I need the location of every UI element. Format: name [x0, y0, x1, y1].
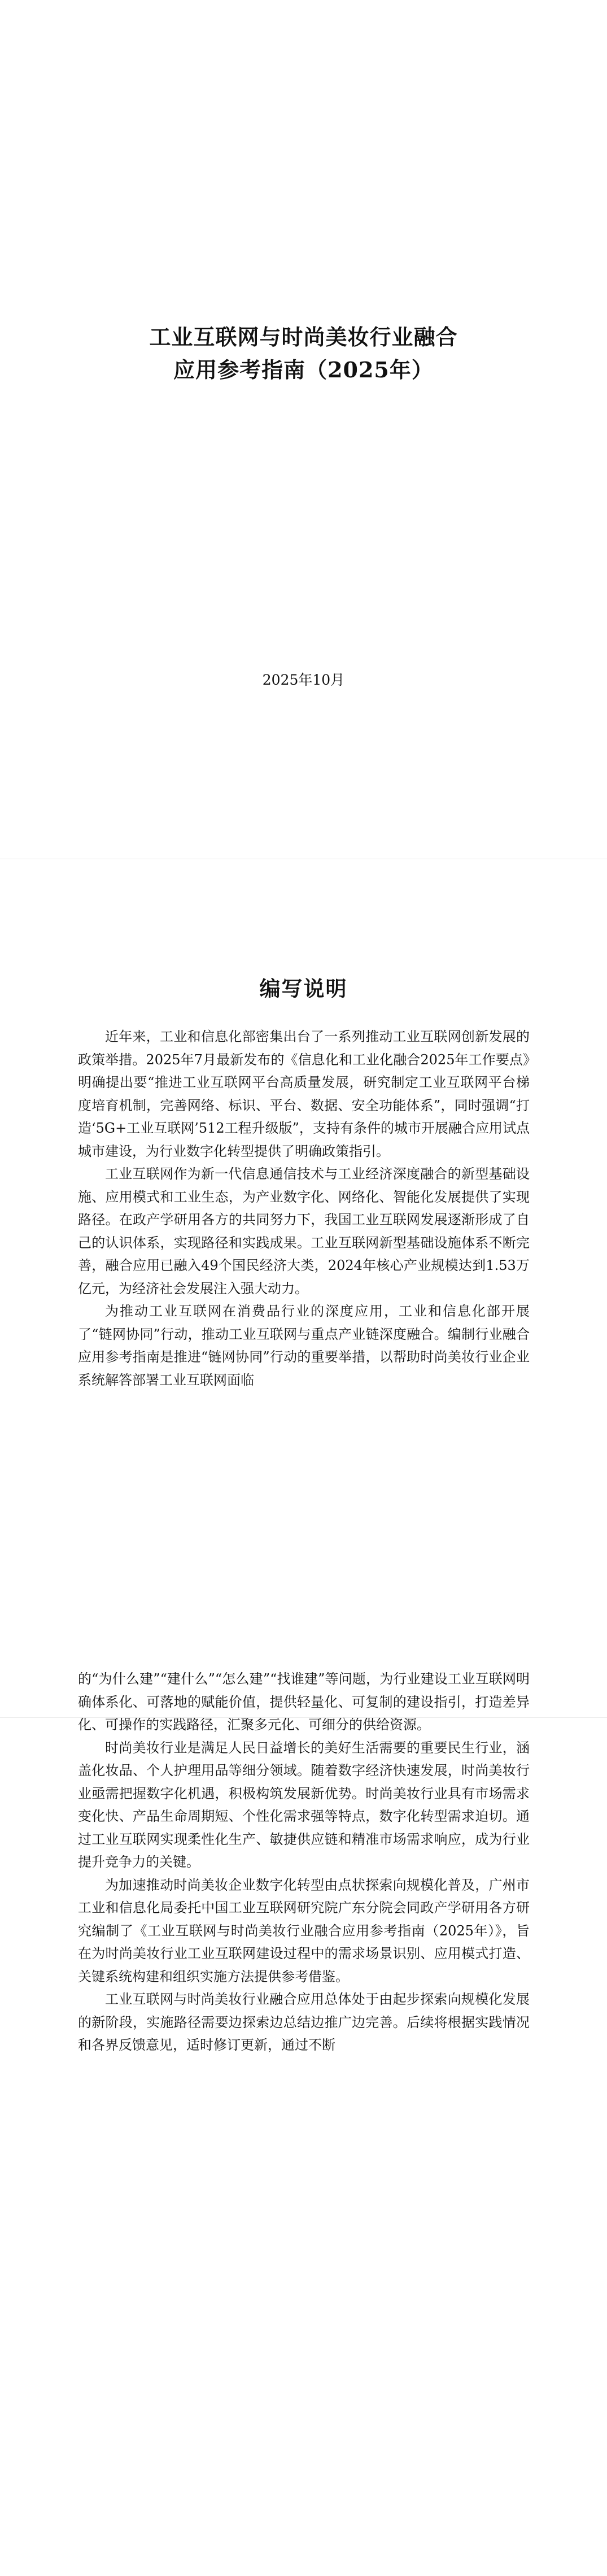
paragraph: 时尚美妆行业是满足人民日益增长的美好生活需要的重要民生行业，涵盖化妆品、个人护理用品等细分领域。随着数字经济快速发展，时尚美妆行业亟需把握数字化机遇，积极构筑发展新优势。时尚美妆行业具有市场需求变化快、产品生命周期短、个性化需求强等特点，数字化转型需求迫切。通过工业互联网实现柔性化生产、敏捷供应链和精准市场需求响应，成为行业提升竞争力的关键。: [78, 1739, 530, 1870]
paragraph: 近年来，工业和信息化部密集出台了一系列推动工业互联网创新发展的政策举措。2025年7月最新发布的《信息化和工业化融合2025年工作要点》明确提出要“推进工业互联网平台高质量发展，研究制定工业互联网平台梯度培育机制，完善网络、标识、平台、数据、安全功能体系”，同时强调“打造‘5G+工业互联网’512工程升级版”，支持有条件的城市开展融合应用试点城市建设，为行业数字化转型提供了明确政策指引。: [78, 1029, 530, 1159]
paragraph: 工业互联网与时尚美妆行业融合应用总体处于由起步探索向规模化发展的新阶段，实施路径需要边探索边总结边推广边完善。后续将根据实践情况和各界反馈意见，适时修订更新，通过不断: [78, 1991, 530, 2053]
preface-heading: 编写说明: [259, 976, 348, 1001]
preface-body-page-2: [78, 1668, 530, 2057]
cover-title-line-1: 工业互联网与时尚美妆行业融合: [149, 324, 458, 350]
preface-body-page-1: [78, 1025, 530, 1391]
paragraph: 为推动工业互联网在消费品行业的深度应用，工业和信息化部开展了“链网协同”行动，推动工业互联网与重点产业链深度融合。编制行业融合应用参考指南是推进“链网协同”行动的重要举措，以帮助时尚美妆行业企业系统解答部署工业互联网面临: [78, 1303, 530, 1388]
cover-title: [0, 321, 607, 386]
paragraph: 为加速推动时尚美妆企业数字化转型由点状探索向规模化普及，广州市工业和信息化局委托中国工业互联网研究院广东分院会同政产学研用各方研究编制了《工业互联网与时尚美妆行业融合应用参考指南（2025年）》，旨在为时尚美妆行业工业互联网建设过程中的需求场景识别、应用模式打造、关键系统构建和组织实施方法提供参考借鉴。: [78, 1877, 530, 1985]
paragraph: 工业互联网作为新一代信息通信技术与工业经济深度融合的新型基础设施、应用模式和工业生态，为产业数字化、网络化、智能化发展提供了实现路径。在政产学研用各方的共同努力下，我国工业互联网发展逐渐形成了自己的认识体系，实现路径和实践成果。工业互联网新型基础设施体系不断完善，融合应用已融入49个国民经济大类，2024年核心产业规模达到1.53万亿元，为经济社会发展注入强大动力。: [78, 1166, 530, 1296]
paragraph-continued: 的“为什么建”“建什么”“怎么建”“找谁建”等问题，为行业建设工业互联网明确体系化、可落地的赋能价值，提供轻量化、可复制的建设指引，打造差异化、可操作的实践路径，汇聚多元化、可细分的供给资源。: [78, 1671, 530, 1733]
cover-date: 2025年10月: [262, 672, 345, 688]
cover-title-line-2: 应用参考指南（2025年）: [173, 357, 434, 382]
